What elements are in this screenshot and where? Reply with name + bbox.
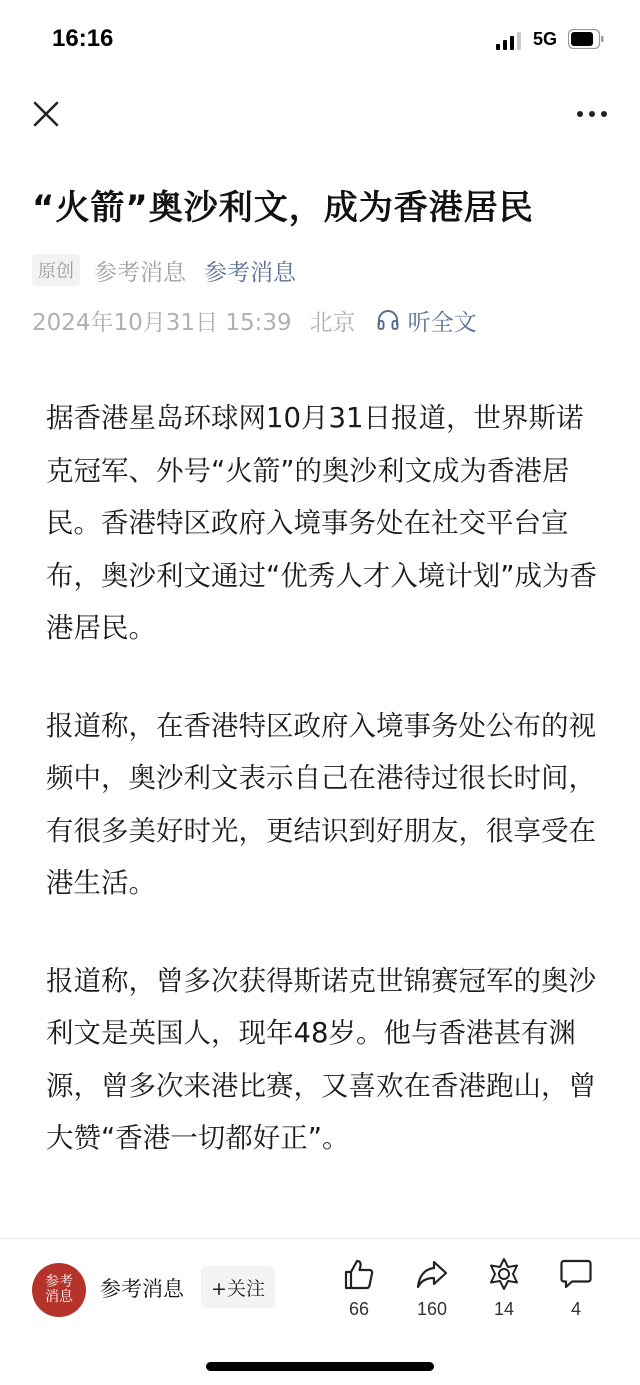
recommend-count: 14 — [493, 1299, 515, 1319]
share-button[interactable] — [400, 1255, 464, 1320]
listen-label: 听全文 — [407, 309, 477, 336]
article-title: “火箭”奥沙利文，成为香港居民 — [32, 188, 534, 228]
recommend-button[interactable] — [472, 1255, 536, 1320]
headphones-icon — [376, 308, 400, 332]
status-time: 16:16 — [52, 25, 114, 52]
source-link[interactable]: 参考消息 — [204, 259, 296, 286]
more-button[interactable] — [570, 96, 614, 132]
status-bar — [0, 0, 640, 80]
publish-location: 北京 — [309, 309, 356, 336]
publish-datetime: 2024年10月31日 15:39 — [32, 309, 292, 336]
article-body — [46, 392, 598, 1210]
article-paragraph: 据香港星岛环球网10月31日报道，世界斯诺克冠军、外号“火箭”的奥沙利文成为香港居民。香港特区政府入境事务处在社交平台宣布，奥沙利文通过“优秀人才入境计划”成为香港居民。 — [46, 402, 597, 644]
recommend-icon — [486, 1256, 522, 1292]
comment-icon — [558, 1256, 594, 1292]
like-count: 66 — [348, 1299, 370, 1319]
author-name[interactable]: 参考消息 — [100, 1277, 184, 1301]
bottom-action-bar — [0, 1238, 640, 1339]
avatar[interactable] — [32, 1263, 86, 1317]
thumbs-up-icon — [341, 1256, 377, 1292]
source-name: 参考消息 — [94, 259, 186, 286]
original-badge: 原创 — [32, 254, 80, 286]
datetime-row — [32, 302, 477, 338]
source-row — [32, 252, 296, 288]
article-paragraph: 报道称，在香港特区政府入境事务处公布的视频中，奥沙利文表示自己在港待过很长时间，有很多美好时光，更结识到好朋友，很享受在港生活。 — [46, 709, 596, 899]
share-count: 160 — [416, 1299, 448, 1319]
close-button[interactable] — [28, 96, 64, 132]
avatar-text: 参考消息 — [45, 1274, 73, 1305]
close-icon — [28, 96, 64, 132]
comment-button[interactable] — [544, 1255, 608, 1320]
network-label: 5G — [533, 29, 558, 49]
battery-icon — [568, 29, 604, 49]
home-indicator[interactable] — [206, 1362, 434, 1371]
listen-button[interactable] — [376, 304, 477, 337]
article-paragraph: 报道称，曾多次获得斯诺克世锦赛冠军的奥沙利文是英国人，现年48岁。他与香港甚有渊源，曾多次来港比赛，又喜欢在香港跑山，曾大赞“香港一切都好正”。 — [46, 964, 596, 1154]
nav-bar — [0, 88, 640, 140]
signal-icon — [496, 32, 522, 50]
like-button[interactable] — [327, 1255, 391, 1320]
follow-button[interactable]: +关注 — [201, 1266, 275, 1308]
comment-count: 4 — [570, 1299, 581, 1319]
share-icon — [414, 1256, 450, 1292]
more-icon — [570, 96, 614, 132]
